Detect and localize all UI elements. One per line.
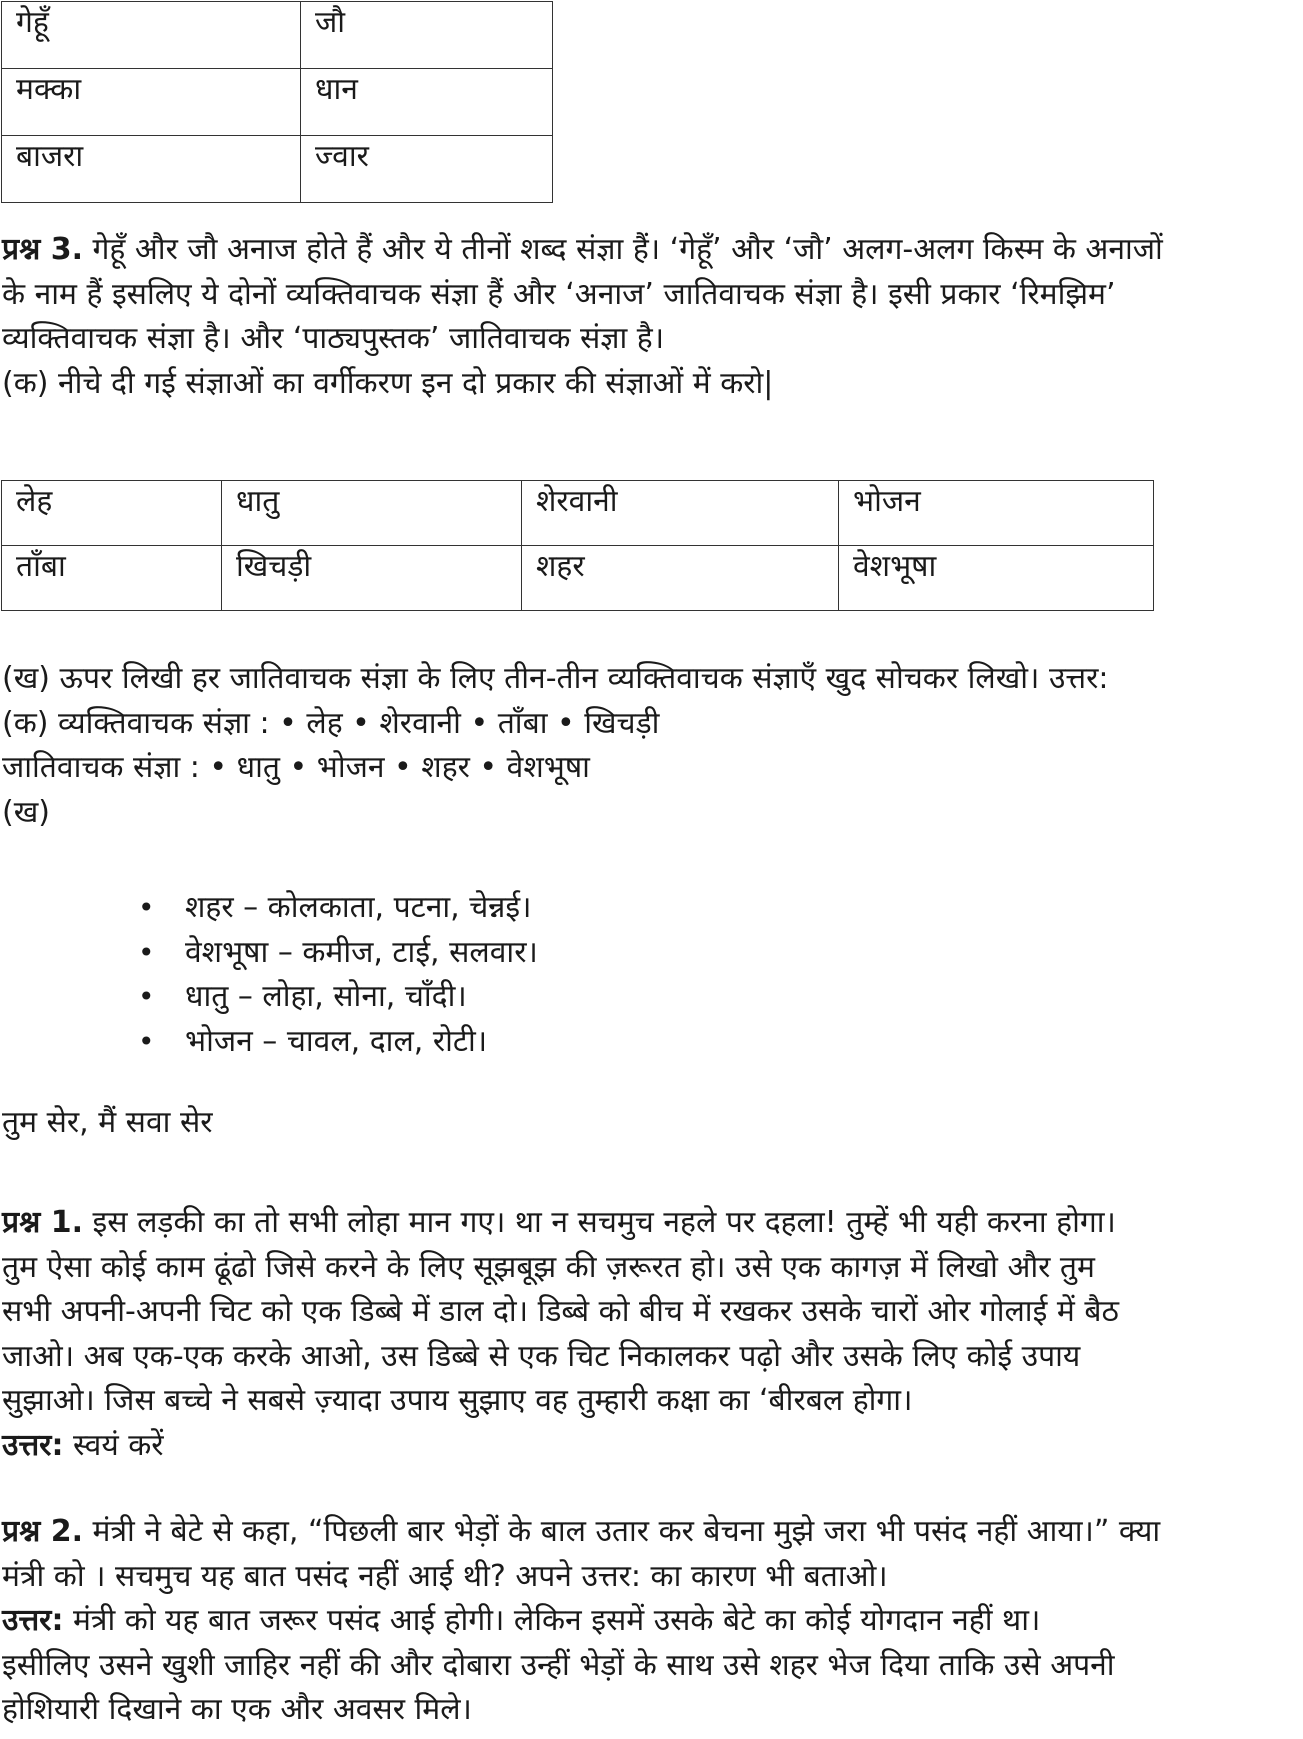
question-label: प्रश्न 3. (2, 232, 83, 267)
answer-line: इसीलिए उसने खुशी जाहिर नहीं की और दोबारा उन्हीं भेड़ों के साथ उसे शहर भेज दिया ताकि उसे अपनी (2, 1647, 1115, 1683)
section-title-text: तुम सेर, मैं सवा सेर (2, 1105, 213, 1140)
section-title (2, 1101, 1300, 1146)
table-cell: बाजरा (2, 136, 301, 203)
table-cell: भोजन (839, 481, 1154, 546)
list-item: • भोजन – चावल, दाल, रोटी। (138, 1020, 538, 1065)
answer-line: (ख) ऊपर लिखी हर जातिवाचक संज्ञा के लिए तीन-तीन व्यक्तिवाचक संज्ञाएँ खुद सोचकर लिखो। उत्तर: (2, 661, 1109, 696)
answer-3 (2, 657, 1300, 835)
answer-line: (ख) (2, 794, 50, 830)
answer-line: जातिवाचक संज्ञा : • धातु • भोजन • शहर • वेशभूषा (2, 750, 590, 785)
table-cell: धान (301, 69, 553, 136)
table-cell: शहर (522, 546, 839, 611)
question-line: तुम ऐसा कोई काम ढूंढो जिसे करने के लिए सूझबूझ की ज़रूरत हो। उसे एक कागज़ में लिखो और तुम (2, 1249, 1095, 1285)
question-line (2, 1201, 1300, 1246)
question-3 (2, 228, 1300, 406)
noun-table (1, 480, 1154, 611)
question-line: के नाम हैं इसलिए ये दोनों व्यक्तिवाचक संज्ञा हैं और ‘अनाज’ जातिवाचक संज्ञा है। इसी प्रकार ‘रिमझिम’ (2, 276, 1116, 312)
table-row (2, 481, 1154, 546)
question-line: सुझाओ। जिस बच्चे ने सबसे ज़्यादा उपाय सुझाए वह तुम्हारी कक्षा का ‘बीरबल होगा। (2, 1383, 913, 1418)
question-label: प्रश्न 2. (2, 1514, 83, 1549)
table-cell: शेरवानी (522, 481, 839, 546)
example-list (138, 886, 538, 1064)
answer-line (2, 1599, 1300, 1644)
table-cell: मक्का (2, 69, 301, 136)
question-line (2, 1510, 1300, 1555)
table-row (2, 546, 1154, 611)
table-cell: लेह (2, 481, 222, 546)
table-row (2, 2, 553, 69)
question-line (2, 228, 1300, 273)
answer-text: मंत्री को यह बात जरूर पसंद आई होगी। लेकिन इसमें उसके बेटे का कोई योगदान नहीं था। (63, 1603, 1041, 1638)
question-2 (2, 1510, 1300, 1733)
table-cell: गेहूँ (2, 2, 301, 69)
question-1 (2, 1201, 1300, 1468)
list-item: • धातु – लोहा, सोना, चाँदी। (138, 975, 538, 1020)
table-cell: वेशभूषा (839, 546, 1154, 611)
table-row (2, 136, 553, 203)
question-text: गेहूँ और जौ अनाज होते हैं और ये तीनों शब्द संज्ञा हैं। ‘गेहूँ’ और ‘जौ’ अलग-अलग किस्म के अनाजों (83, 232, 1163, 267)
table-cell: खिचड़ी (222, 546, 522, 611)
table-cell: ताँबा (2, 546, 222, 611)
answer-line: होशियारी दिखाने का एक और अवसर मिले। (2, 1692, 472, 1727)
question-line: (क) नीचे दी गई संज्ञाओं का वर्गीकरण इन दो प्रकार की संज्ञाओं में करो| (2, 365, 774, 401)
table-cell: ज्वार (301, 136, 553, 203)
question-line: सभी अपनी-अपनी चिट को एक डिब्बे में डाल दो। डिब्बे को बीच में रखकर उसके चारों ओर गोलाई में बैठ (2, 1294, 1119, 1329)
question-line: जाओ। अब एक-एक करके आओ, उस डिब्बे से एक चिट निकालकर पढ़ो और उसके लिए कोई उपाय (2, 1338, 1081, 1374)
answer-line: (क) व्यक्तिवाचक संज्ञा : • लेह • शेरवानी • ताँबा • खिचड़ी (2, 705, 660, 741)
answer-label: उत्तर: (2, 1603, 64, 1638)
table-cell: धातु (222, 481, 522, 546)
question-text: इस लड़की का तो सभी लोहा मान गए। था न सचमुच नहले पर दहला! तुम्हें भी यही करना होगा। (83, 1205, 1116, 1240)
question-line: मंत्री को । सचमुच यह बात पसंद नहीं आई थी? अपने उत्तर: का कारण भी बताओ। (2, 1558, 888, 1594)
table-row (2, 69, 553, 136)
list-item: • शहर – कोलकाता, पटना, चेन्नई। (138, 886, 538, 931)
answer-line (2, 1424, 1300, 1469)
table-cell: जौ (301, 2, 553, 69)
answer-label: उत्तर: (2, 1427, 64, 1463)
grain-table (1, 1, 553, 203)
question-text: मंत्री ने बेटे से कहा, “पिछली बार भेड़ों के बाल उतार कर बेचना मुझे जरा भी पसंद नहीं आया।” क्या (83, 1514, 1161, 1549)
question-line: व्यक्तिवाचक संज्ञा है। और ‘पाठ्यपुस्तक’ जातिवाचक संज्ञा है। (2, 321, 665, 356)
answer-text: स्वयं करें (63, 1427, 164, 1463)
list-item: • वेशभूषा – कमीज, टाई, सलवार। (138, 931, 538, 976)
question-label: प्रश्न 1. (2, 1205, 83, 1240)
